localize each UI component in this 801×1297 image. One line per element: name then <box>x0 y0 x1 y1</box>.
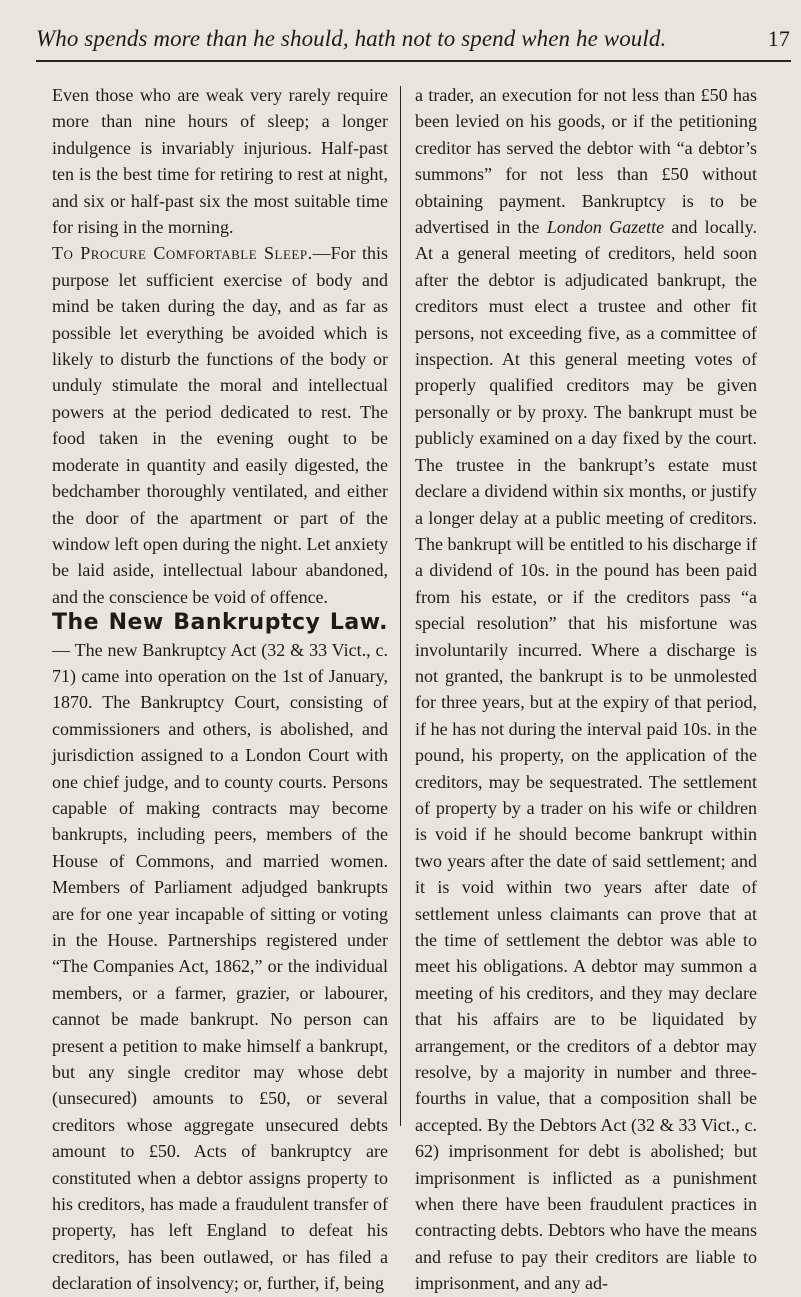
page-number: 17 <box>767 26 790 51</box>
header-rule <box>36 60 791 62</box>
left-column <box>52 82 388 1297</box>
text-bankruptcy-continued-b: and locally. At a general meeting of creditors, held soon after the debtor is adjudicated bankrupt, the creditors must elect a trustee and other fit persons, not exceeding five, as a committee of inspection. At this general meeting votes of properly qualified creditors may be given personally or by proxy. The bankrupt must be publicly examined on a day fixed by the court. The trustee in the bankrupt’s estate must declare a dividend within six months, or justify a longer delay at a public meeting of creditors. The bankrupt will be entitled to his discharge if a dividend of 10s. in the pound has been paid from his estate, or if the creditors pass “a special resolution” that his misfortune was involuntarily incurred. Where a discharge is not granted, the bankrupt is to be unmolested for three years, but at the expiry of that period, if he has not during the interval paid 10s. in the pound, his property, on the application of the creditors, may be sequestrated. The settlement of property by a trader on his wife or children is void if he should become bankrupt within two years after the date of said settlement; and it is void within two years after date of settlement unless claimants can prove that at the time of settlement the debtor was able to meet his obligations. A debtor may summon a meeting of his creditors, and they may declare that his affairs are to be liquidated by arrangement, or the creditors of a debtor may resolve, by a majority in number and three-fourths in value, that a composition shall be accepted. By the Debtors Act (32 & 33 Vict., c. 62) imprisonment for debt is abolished; but imprisonment is inflicted as a punishment when there have been fraudulent practices in contracting debts. Debtors who have the means and refuse to pay their creditors are liable to imprisonment, and any ad- <box>415 217 757 1294</box>
text-bankruptcy-continued-a: a trader, an execution for not less than £50 has been levied on his goods, or if the petitioning creditor has served the debtor with “a debtor’s summons” for not less than £50 without obtaining payment. Bankruptcy is to be advertised in the <box>415 85 757 238</box>
text-comfortable-sleep: —For this purpose let sufficient exercise of body and mind be taken during the day, and as far as possible let everything be avoided which is likely to disturb the functions of the body or unduly stimulate the moral and intellectual powers at the period dedicated to rest. The food taken in the evening ought to be moderate in quantity and easily digested, the bedchamber thoroughly ventilated, and either the door of the apartment or part of the window left open during the night. Let anxiety be laid aside, intellectual labour abandoned, and the conscience be void of offence. <box>52 243 388 607</box>
running-head <box>36 10 790 60</box>
paragraph-bankruptcy <box>52 610 388 1297</box>
text-bankruptcy-law: — The new Bankruptcy Act (32 & 33 Vict., c. 71) came into operation on the 1st of January, 1870. The Bankruptcy Court, consisting of commissioners and others, is abolished, and jurisdiction assigned to a London Court with one chief judge, and to county courts. Persons capable of making contracts may become bankrupts, including peers, members of the House of Commons, and married women. Members of Parliament adjudged bankrupts are for one year incapable of sitting or voting in the House. Partnerships registered under “The Companies Act, 1862,” or the individual members, or a farmer, grazier, or labourer, cannot be made bankrupt. No person can present a petition to make himself a bankrupt, but any single creditor may whose debt (unsecured) amounts to £50, or several creditors whose aggregate unsecured debts amount to £50. Acts of bankruptcy are constituted when a debtor assigns property to his creditors, has made a fraudulent transfer of property, has left England to defeat his creditors, has been outlawed, or has filed a declaration of insolvency; or, further, if, being <box>52 639 388 1294</box>
paragraph-sleep-hours: Even those who are weak very rarely require more than nine hours of sleep; a longer indulgence is invariably injurious. Half-past ten is the best time for retiring to rest at night, and six or half-past six the most suitable time for rising in the morning. <box>52 85 388 238</box>
running-title: Who spends more than he should, hath not to spend when he would. <box>36 26 667 51</box>
column-divider <box>400 86 401 1126</box>
paragraph-bankruptcy-continued <box>415 82 757 1297</box>
heading-bankruptcy-law: The New Bankruptcy Law. <box>52 610 388 636</box>
paragraph-comfortable-sleep <box>52 240 388 610</box>
right-column <box>415 82 757 1297</box>
text-london-gazette: London Gazette <box>546 217 665 238</box>
heading-comfortable-sleep: To Procure Comfortable Sleep. <box>52 243 313 264</box>
